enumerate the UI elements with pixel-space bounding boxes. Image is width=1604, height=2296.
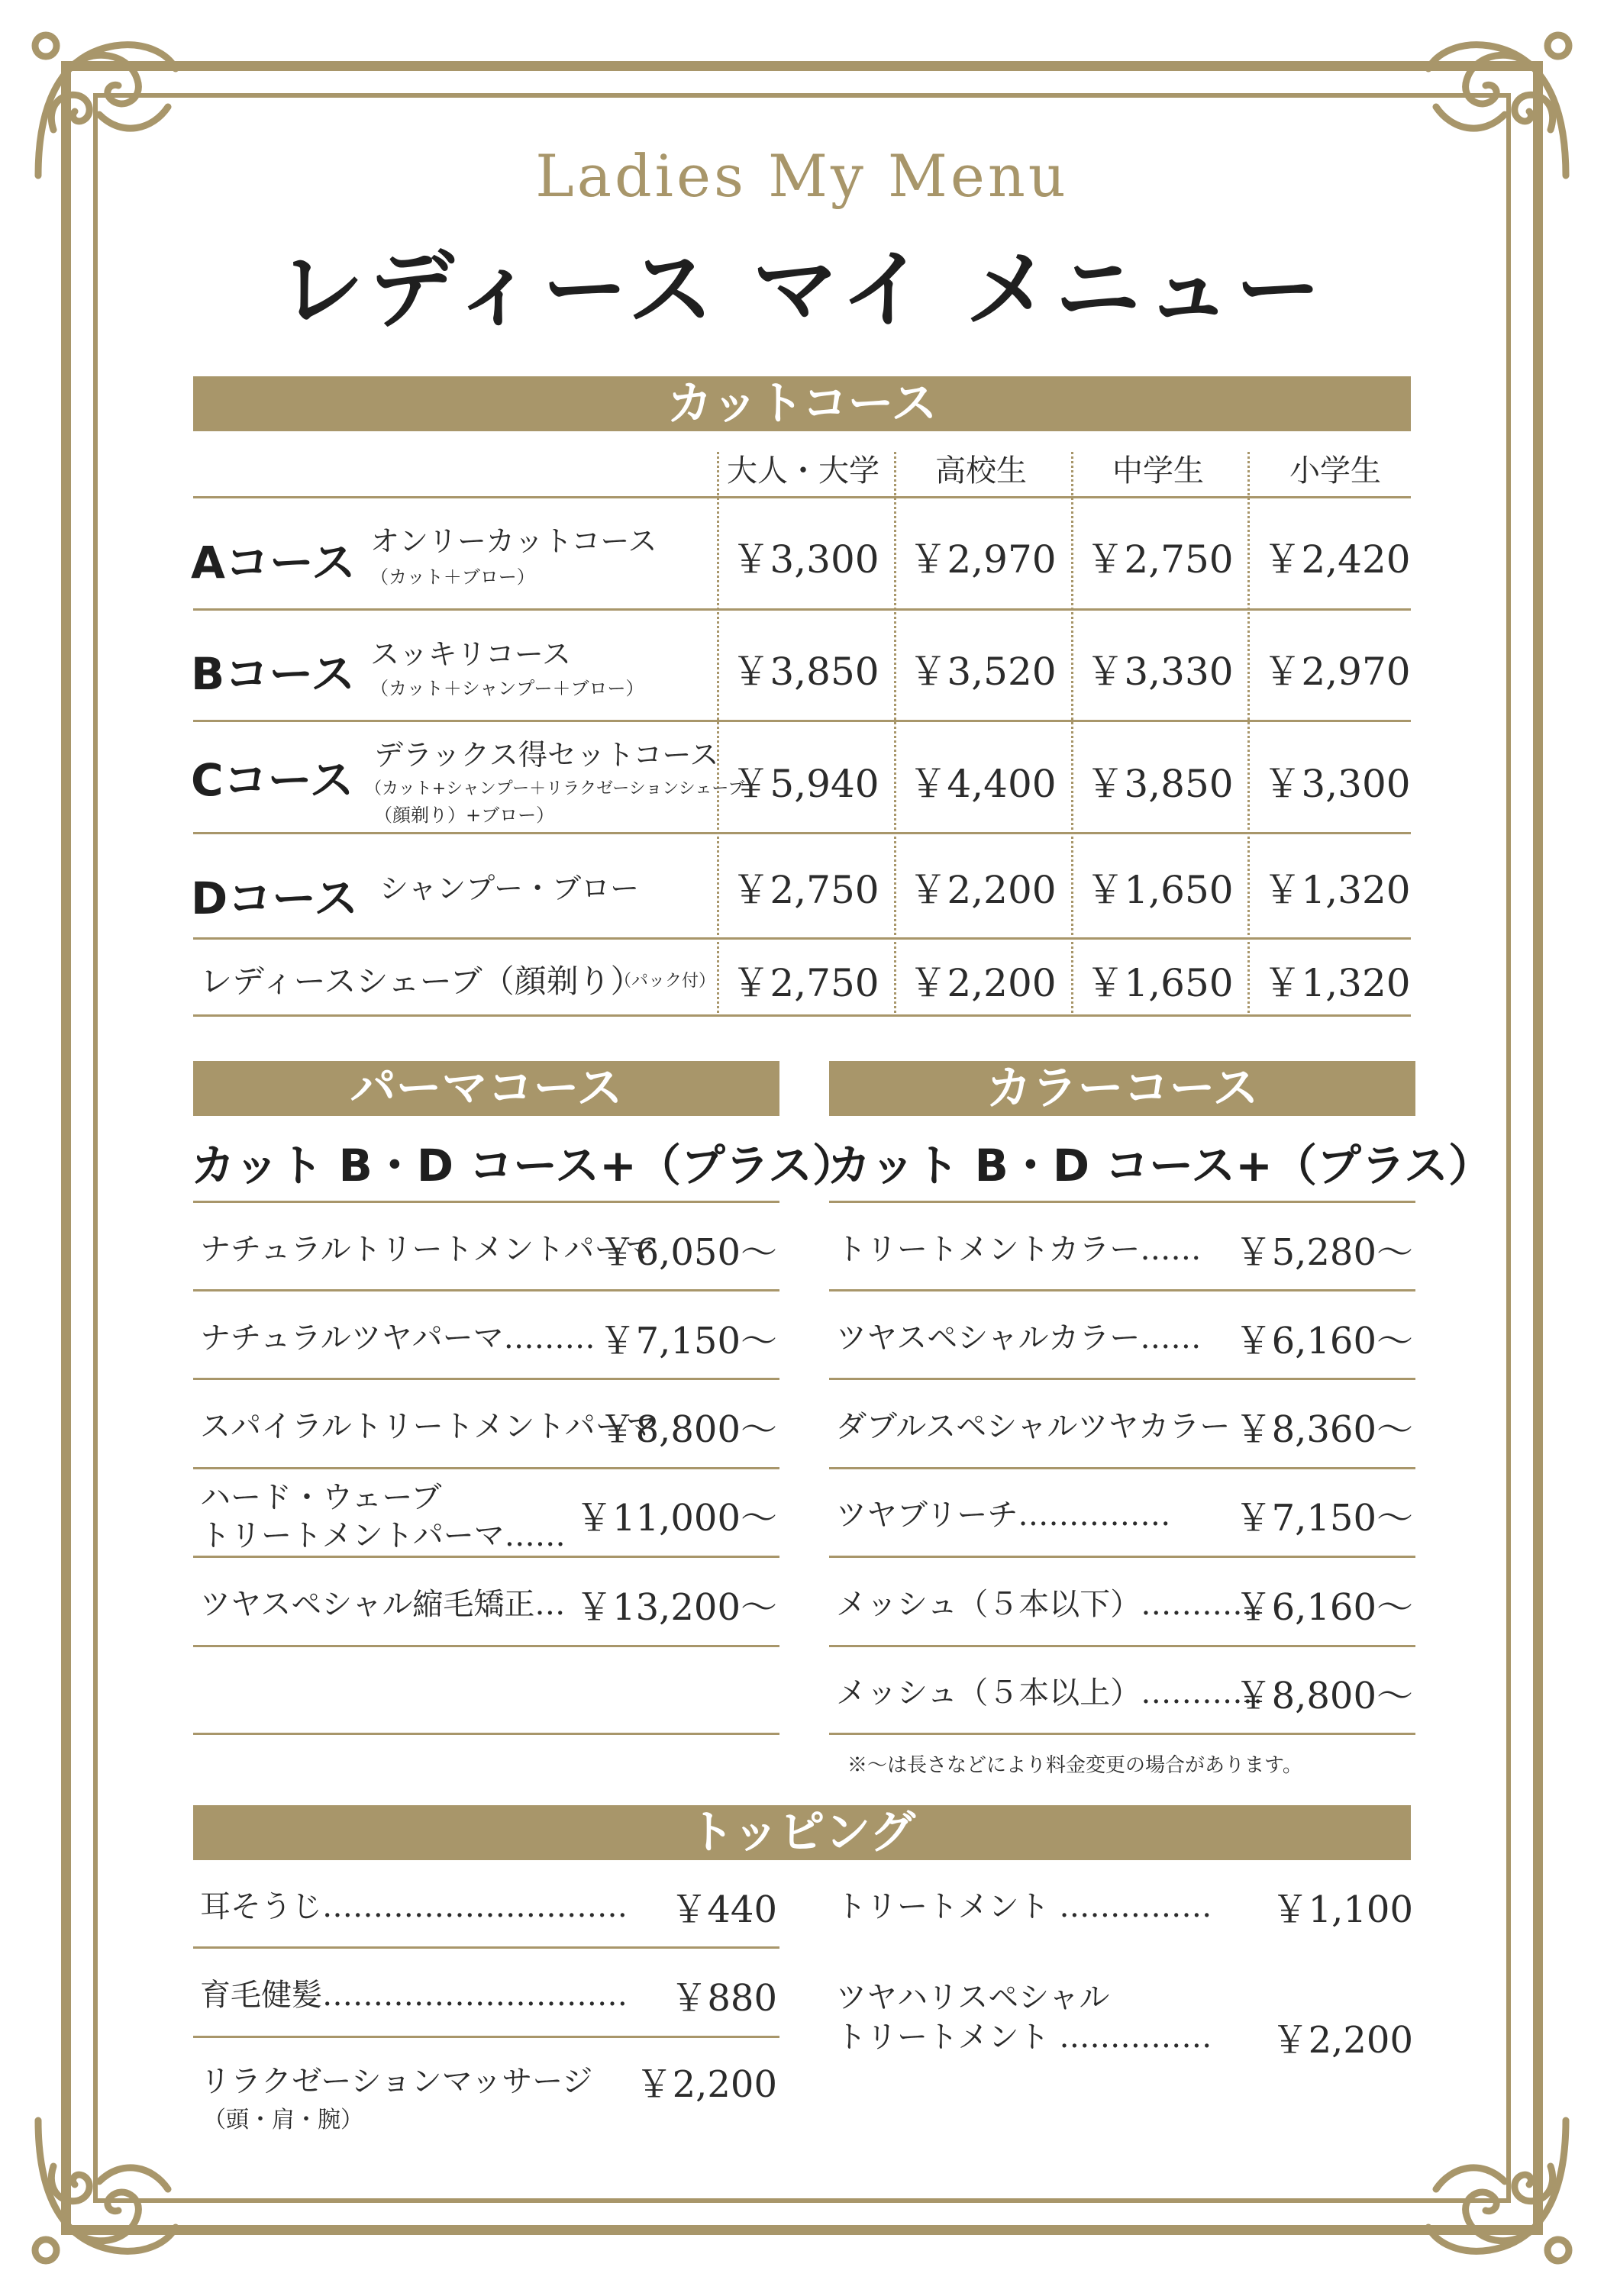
price-cell: ￥2,750 — [731, 868, 879, 912]
corner-ornament-icon — [1406, 2098, 1581, 2273]
color-item: ダブルスペシャルツヤカラー — [836, 1409, 1231, 1444]
column-header: 小学生 — [1289, 453, 1381, 489]
topping-item: リラクゼーションマッサージ — [200, 2064, 593, 2099]
price-cell: ￥2,200 — [909, 868, 1057, 912]
color-subheading: カット B・D コース+（プラス） — [827, 1140, 1493, 1192]
color-note: ※〜は長さなどにより料金変更の場合があります。 — [847, 1754, 1302, 1777]
color-price: ￥5,280〜 — [1234, 1231, 1413, 1274]
price-cell: ￥2,200 — [909, 961, 1057, 1005]
row-name: Dコース — [191, 872, 359, 924]
color-item: メッシュ（５本以上）………… — [836, 1675, 1264, 1711]
row-subnote-line2: （顔剃り）+ブロー） — [374, 805, 555, 826]
color-item: トリートメントカラー…… — [836, 1232, 1202, 1267]
divider — [193, 1946, 779, 1949]
shave-label: レディースシェーブ（顔剃り） — [200, 963, 643, 1000]
divider — [829, 1201, 1415, 1203]
column-header: 中学生 — [1112, 453, 1204, 489]
color-price: ￥7,150〜 — [1234, 1497, 1413, 1540]
perm-price: ￥7,150〜 — [599, 1320, 777, 1362]
perm-item: ツヤスペシャル縮毛矯正… — [200, 1587, 566, 1622]
color-item: メッシュ（５本以下）………… — [836, 1587, 1264, 1622]
topping-price: ￥2,200 — [1271, 2019, 1413, 2062]
color-price: ￥6,160〜 — [1234, 1586, 1413, 1629]
perm-price: ￥8,800〜 — [599, 1408, 777, 1451]
divider — [193, 496, 1411, 498]
color-course-heading: カラーコース — [829, 1061, 1415, 1116]
perm-item-line2: トリートメントパーマ…… — [200, 1518, 566, 1553]
row-subnote: （カット＋シャンプー＋ブロー） — [370, 678, 644, 699]
row-name: Aコース — [191, 537, 356, 589]
column-header: 大人・大学 — [727, 453, 879, 489]
price-cell: ￥2,970 — [909, 537, 1057, 582]
divider — [193, 1467, 779, 1469]
divider — [829, 1289, 1415, 1292]
perm-price: ￥6,050〜 — [599, 1231, 777, 1274]
row-description: デラックス得セットコース — [374, 738, 719, 772]
price-cell: ￥3,850 — [731, 650, 879, 694]
color-item: ツヤブリーチ…………… — [836, 1498, 1171, 1533]
row-description: シャンプー・ブロー — [379, 872, 640, 905]
divider — [829, 1733, 1415, 1735]
divider — [193, 937, 1411, 940]
price-cell: ￥3,300 — [731, 537, 879, 582]
row-description: スッキリコース — [370, 637, 571, 671]
title-english: Ladies My Menu — [535, 142, 1069, 210]
divider — [193, 2036, 779, 2038]
topping-price: ￥2,200 — [635, 2063, 777, 2106]
row-description: オンリーカットコース — [370, 524, 657, 558]
price-cell: ￥1,320 — [1263, 961, 1411, 1005]
color-price: ￥6,160〜 — [1234, 1320, 1413, 1362]
color-item: ツヤスペシャルカラー…… — [836, 1321, 1202, 1356]
divider — [829, 1467, 1415, 1469]
divider — [193, 1378, 779, 1380]
divider — [193, 608, 1411, 611]
perm-item: ハード・ウェーブ — [200, 1480, 442, 1515]
divider — [829, 1645, 1415, 1647]
row-name: Bコース — [191, 648, 356, 700]
cut-course-heading: カットコース — [193, 376, 1411, 431]
divider — [193, 720, 1411, 722]
color-price: ￥8,360〜 — [1234, 1408, 1413, 1451]
color-price: ￥8,800〜 — [1234, 1675, 1413, 1717]
divider — [193, 1645, 779, 1647]
perm-price: ￥13,200〜 — [576, 1586, 777, 1629]
corner-ornament-icon — [23, 2098, 198, 2273]
row-subnote: （カット＋ブロー） — [370, 566, 535, 588]
perm-item: スパイラルトリートメントパーマ — [200, 1409, 657, 1444]
perm-item: ナチュラルトリートメントパーマ — [200, 1232, 656, 1267]
divider — [193, 1556, 779, 1558]
price-cell: ￥3,520 — [909, 650, 1057, 694]
topping-item: トリートメント …………… — [836, 1889, 1212, 1924]
price-cell: ￥3,850 — [1086, 762, 1234, 806]
price-cell: ￥2,970 — [1263, 650, 1411, 694]
topping-price: ￥880 — [670, 1977, 777, 2020]
divider — [193, 1289, 779, 1292]
perm-course-heading: パーマコース — [193, 1061, 779, 1116]
price-cell: ￥4,400 — [909, 762, 1057, 806]
price-cell: ￥3,330 — [1086, 650, 1234, 694]
price-cell: ￥2,750 — [1086, 537, 1234, 582]
column-header: 高校生 — [935, 453, 1027, 489]
price-cell: ￥5,940 — [731, 762, 879, 806]
price-cell: ￥3,300 — [1263, 762, 1411, 806]
topping-price: ￥1,100 — [1271, 1888, 1413, 1931]
divider — [829, 1556, 1415, 1558]
divider — [193, 1201, 779, 1203]
divider — [193, 1733, 779, 1735]
topping-price: ￥440 — [670, 1888, 777, 1931]
topping-item: 耳そうじ………………………… — [200, 1889, 628, 1924]
topping-item-line2: トリートメント …………… — [836, 2020, 1212, 2055]
row-subnote: （カット+シャンプー＋リラクゼーションシェーブ — [365, 779, 745, 798]
title-japanese: レディース マイ メニュー — [278, 240, 1326, 340]
divider — [829, 1378, 1415, 1380]
perm-subheading: カット B・D コース+（プラス） — [191, 1140, 857, 1192]
price-cell: ￥1,650 — [1086, 961, 1234, 1005]
price-cell: ￥2,420 — [1263, 537, 1411, 582]
row-name: Cコース — [191, 754, 354, 806]
topping-subnote: （頭・肩・腕） — [203, 2107, 363, 2133]
topping-heading: トッピング — [193, 1805, 1411, 1860]
price-cell: ￥2,750 — [731, 961, 879, 1005]
divider — [193, 1014, 1411, 1017]
perm-price: ￥11,000〜 — [576, 1497, 777, 1540]
shave-note: （パック付） — [615, 972, 716, 991]
divider — [193, 832, 1411, 834]
price-cell: ￥1,320 — [1263, 868, 1411, 912]
topping-item: 育毛健髪………………………… — [200, 1978, 628, 2013]
price-cell: ￥1,650 — [1086, 868, 1234, 912]
perm-item: ナチュラルツヤパーマ……… — [200, 1321, 595, 1356]
topping-item: ツヤハリスペシャル — [836, 1980, 1110, 2015]
